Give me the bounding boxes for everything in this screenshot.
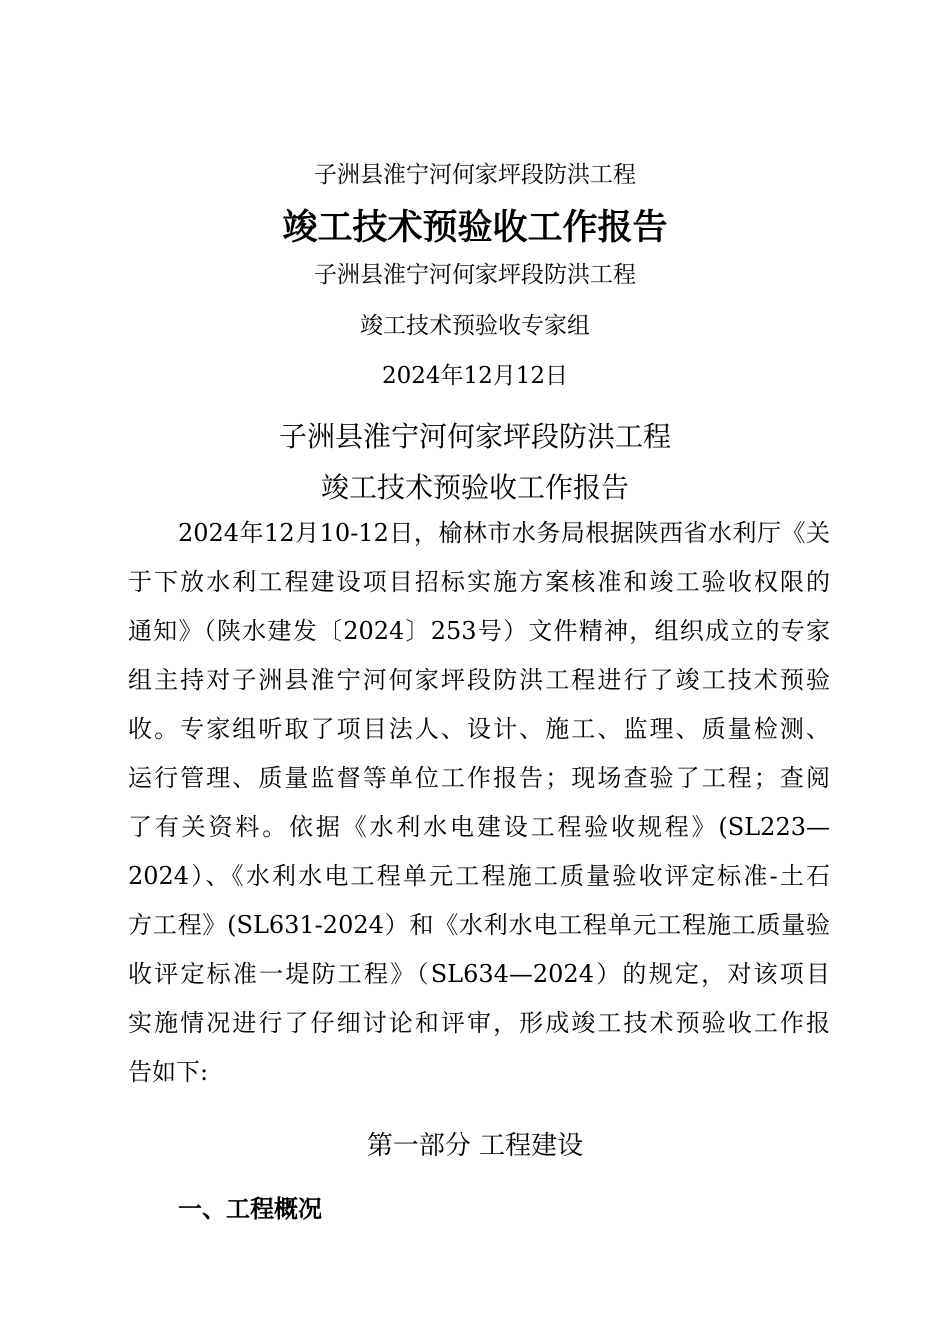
paragraph-line: 运行管理、质量监督等单位工作报告；现场查验了工程；查阅 <box>128 764 830 792</box>
paragraph-line: 2024）、《水利水电工程单元工程施工质量验收评定标准-土石 <box>128 862 830 890</box>
paragraph-line: 告如下: <box>128 1058 209 1086</box>
paragraph-line: 收。专家组听取了项目法人、设计、施工、监理、质量检测、 <box>128 715 830 743</box>
report-heading-line2: 竣工技术预验收工作报告 <box>320 471 629 504</box>
cover-title: 竣工技术预验收工作报告 <box>282 208 668 248</box>
intro-paragraph <box>128 509 830 1097</box>
cover-org-line2: 竣工技术预验收专家组 <box>360 313 590 339</box>
paragraph-line: 收评定标准一堤防工程》（SL634—2024）的规定，对该项目 <box>128 960 830 988</box>
part-title: 第一部分 工程建设 <box>366 1131 584 1161</box>
cover-project-line: 子洲县淮宁河何家坪段防洪工程 <box>314 162 636 188</box>
paragraph-line: 2024年12月10-12日，榆林市水务局根据陕西省水利厅《关 <box>178 519 830 547</box>
cover-org-line1: 子洲县淮宁河何家坪段防洪工程 <box>314 262 636 288</box>
cover-date: 2024年12月12日 <box>381 363 569 389</box>
paragraph-line: 于下放水利工程建设项目招标实施方案核准和竣工验收权限的 <box>128 568 830 596</box>
section-title: 一、工程概况 <box>178 1195 322 1223</box>
paragraph-line: 了有关资料。依据《水利水电建设工程验收规程》(SL223— <box>128 813 830 841</box>
report-heading-line1: 子洲县淮宁河何家坪段防洪工程 <box>278 420 671 453</box>
paragraph-line: 方工程》(SL631-2024）和《水利水电工程单元工程施工质量验 <box>128 911 830 939</box>
paragraph-line: 实施情况进行了仔细讨论和评审，形成竣工技术预验收工作报 <box>128 1009 830 1037</box>
paragraph-line: 通知》（陕水建发〔2024〕253号）文件精神，组织成立的专家 <box>128 617 830 645</box>
paragraph-line: 组主持对子洲县淮宁河何家坪段防洪工程进行了竣工技术预验 <box>128 666 830 694</box>
